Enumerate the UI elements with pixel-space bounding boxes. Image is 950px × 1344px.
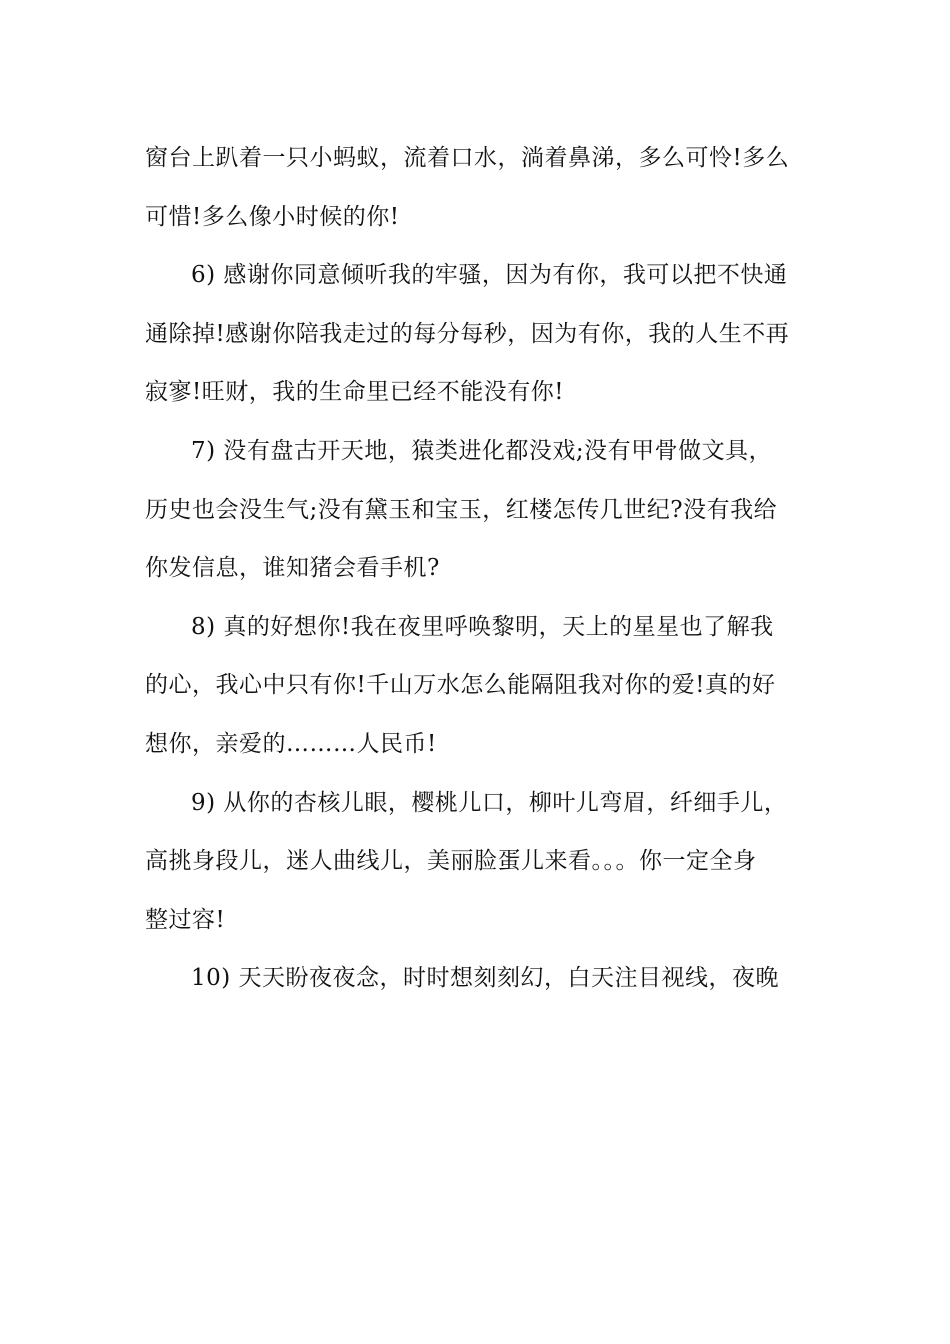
text-line-11: 想你，亲爱的………人民币!	[145, 730, 437, 757]
text-line-15: 10) 天天盼夜夜念，时时想刻刻幻，白天注目视线，夜晚	[191, 965, 780, 992]
text-line-1: 窗台上趴着一只小蚂蚁，流着口水，淌着鼻涕，多么可怜!多么	[145, 145, 790, 171]
text-line-12: 9) 从你的杏核儿眼，樱桃儿口，柳叶儿弯眉，纤细手儿，	[191, 789, 788, 816]
text-line-6: 7) 没有盘古开天地，猿类进化都没戏;没有甲骨做文具，	[191, 437, 773, 464]
text-line-14: 整过容!	[145, 906, 226, 933]
text-line-9: 8) 真的好想你!我在夜里呼唤黎明，天上的星星也了解我	[191, 613, 774, 640]
text-line-4: 通除掉!感谢你陪我走过的每分每秒，因为有你，我的人生不再	[145, 320, 790, 347]
text-line-2: 可惜!多么像小时候的你!	[145, 203, 400, 230]
text-line-10: 的心，我心中只有你!千山万水怎么能隔阻我对你的爱!真的好	[145, 672, 776, 699]
document-body	[145, 129, 810, 1008]
text-line-8: 你发信息，谁知猪会看手机?	[145, 555, 440, 582]
text-line-3: 6) 感谢你同意倾听我的牢骚，因为有你，我可以把不快通	[191, 262, 788, 289]
text-line-7: 历史也会没生气;没有黛玉和宝玉，红楼怎传几世纪?没有我给	[145, 496, 778, 523]
text-line-5: 寂寥!旺财，我的生命里已经不能没有你!	[145, 379, 564, 406]
text-line-13: 高挑身段儿，迷人曲线儿，美丽脸蛋儿来看。。。你一定全身	[145, 848, 757, 875]
